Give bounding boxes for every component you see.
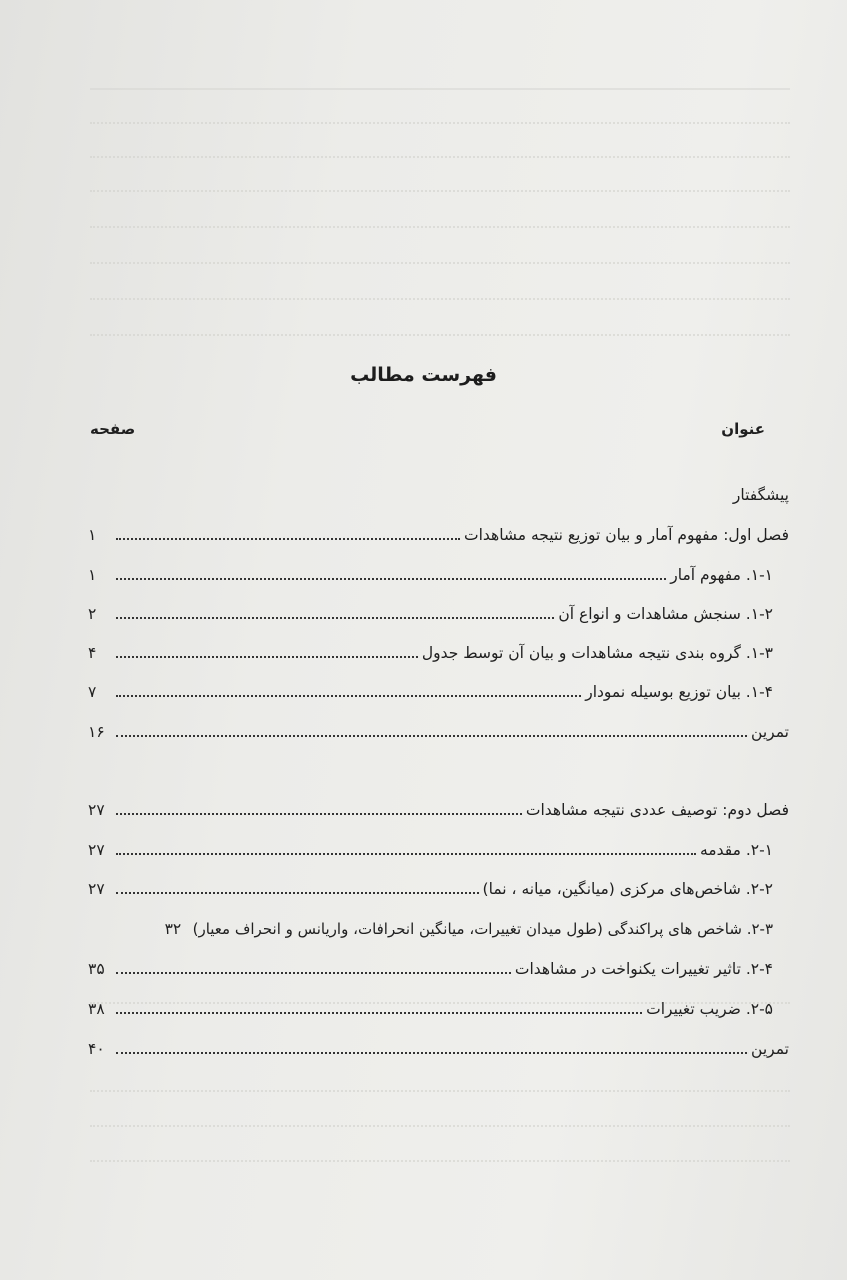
toc-entry-text: ۱-۳. گروه بندی نتیجه مشاهدات و بیان آن توسط جدول <box>421 644 773 662</box>
toc-entry-text: ۱-۴. بیان توزیع بوسیله نمودار <box>585 683 773 701</box>
preface-entry: پیشگفتار <box>732 486 789 504</box>
toc-entry-section-1-3 <box>88 644 789 668</box>
bleed-through-line <box>90 1125 790 1127</box>
toc-entry-text: فصل دوم: توصیف عددی نتیجه مشاهدات <box>525 801 789 819</box>
toc-entry-section-1-1 <box>88 566 789 590</box>
toc-page-number: ۳۵ <box>88 960 105 978</box>
toc-entry-exercises-1 <box>88 723 789 747</box>
toc-entry-section-1-4 <box>88 683 789 707</box>
toc-entry-text: ۱-۲. سنجش مشاهدات و انواع آن <box>558 605 773 623</box>
toc-entry-exercises-2 <box>88 1040 789 1064</box>
toc-page-number: ۲ <box>88 605 97 623</box>
toc-entry-section-1-2 <box>88 605 789 629</box>
bleed-through-line <box>90 226 790 228</box>
toc-entry-text: ۲-۴. تاثیر تغییرات یکنواخت در مشاهدات <box>514 960 773 978</box>
dot-leader <box>116 892 479 894</box>
column-header-title: عنوان <box>721 420 765 438</box>
toc-entry-text: ۱-۱. مفهوم آمار <box>670 566 773 584</box>
toc-page-number: ۴۰ <box>88 1040 105 1058</box>
column-header-page: صفحه <box>90 420 136 438</box>
dot-leader <box>116 538 460 540</box>
toc-page-number: ۳۲ <box>164 920 182 938</box>
dot-leader <box>116 1012 642 1014</box>
toc-entry-text: ۲-۵. ضریب تغییرات <box>646 1000 773 1018</box>
toc-page-number: ۴ <box>88 644 97 662</box>
dot-leader <box>116 578 666 580</box>
bleed-through-line <box>90 1160 790 1162</box>
bleed-through-line <box>90 1090 790 1092</box>
toc-page-number: ۱ <box>88 566 97 584</box>
toc-page-number: ۱۶ <box>88 723 105 741</box>
bleed-through-line <box>90 190 790 192</box>
page-title: فهرست مطالب <box>350 364 497 386</box>
dot-leader <box>116 853 696 855</box>
toc-page-number: ۲۷ <box>88 841 105 859</box>
toc-entry-text: تمرین <box>751 723 789 741</box>
toc-entry-text: تمرین <box>751 1040 789 1058</box>
toc-page-number: ۷ <box>88 683 97 701</box>
toc-entry-chapter-1 <box>88 526 789 550</box>
bleed-through-line <box>90 334 790 336</box>
toc-entry-chapter-2 <box>88 801 789 825</box>
bleed-through-line <box>90 156 790 158</box>
toc-page-number: ۲۷ <box>88 801 105 819</box>
toc-page-number: ۳۸ <box>88 1000 105 1018</box>
dot-leader <box>116 695 581 697</box>
toc-entry-section-2-4 <box>88 960 789 984</box>
toc-entry-section-2-3 <box>88 920 789 944</box>
bleed-through-line <box>90 298 790 300</box>
bleed-through-line <box>90 122 790 124</box>
dot-leader <box>116 1052 747 1054</box>
toc-page-number: ۱ <box>88 526 97 544</box>
toc-entry-text: فصل اول: مفهوم آمار و بیان توزیع نتیجه مشاهدات <box>464 526 789 544</box>
toc-entry-text: ۲-۳. شاخص های پراکندگی (طول میدان تغییرات، میانگین انحرافات، واریانس و انحراف معیار) <box>192 920 773 938</box>
dot-leader <box>116 972 511 974</box>
toc-entry-section-2-2 <box>88 880 789 904</box>
toc-entry-section-2-1 <box>88 841 789 865</box>
dot-leader <box>116 617 554 619</box>
bleed-through-line <box>90 88 790 90</box>
toc-entry-text: ۲-۱. مقدمه <box>700 841 773 859</box>
dot-leader <box>116 656 418 658</box>
dot-leader <box>116 735 747 737</box>
dot-leader <box>116 813 522 815</box>
toc-entry-section-2-5 <box>88 1000 789 1024</box>
toc-entry-text: ۲-۲. شاخص‌های مرکزی (میانگین، میانه ، نما) <box>482 880 773 898</box>
bleed-through-line <box>90 262 790 264</box>
toc-page-number: ۲۷ <box>88 880 105 898</box>
